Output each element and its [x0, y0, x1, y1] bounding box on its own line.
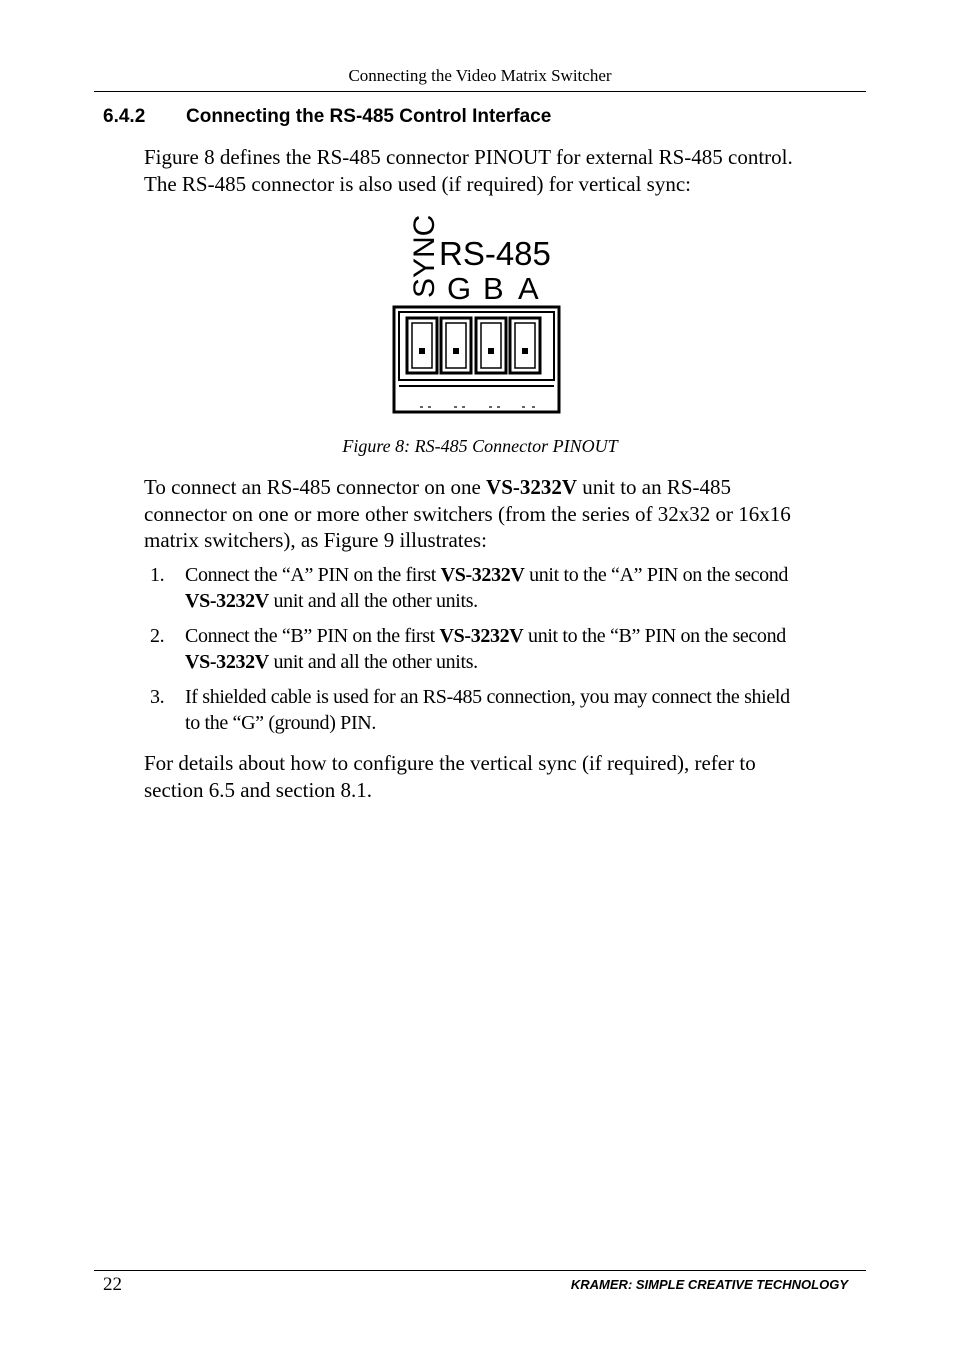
pin-label-g: G [447, 271, 472, 306]
model-name: VS-3232V [185, 590, 269, 612]
intro-line-1: Figure 8 defines the RS-485 connector PINOUT for external RS-485 control. [144, 145, 793, 169]
model-name: VS-3232V [486, 475, 578, 499]
model-name: VS-3232V [440, 564, 525, 586]
sync-label: SYNC [408, 214, 441, 298]
step-text: to the “G” (ground) PIN. [185, 712, 376, 734]
step-text: unit and all the other units. [268, 651, 478, 673]
page-number: 22 [103, 1274, 122, 1295]
terminal-b [476, 318, 506, 373]
section-number: 6.4.2 [103, 106, 146, 127]
model-name: VS-3232V [439, 625, 524, 647]
rs485-label: RS-485 [439, 235, 551, 272]
details-paragraph [144, 750, 864, 803]
step-marker: 1. [150, 564, 165, 586]
details-line-1: For details about how to configure the vertical sync (if required), refer to [144, 751, 756, 775]
step-1 [144, 562, 856, 614]
step-text: If shielded cable is used for an RS-485 connection, you may connect the shield [185, 686, 790, 708]
rs485-connector-drawing [392, 214, 562, 416]
step-text: unit and all the other units. [268, 590, 478, 612]
running-header: Connecting the Video Matrix Switcher [348, 66, 612, 85]
intro-line-2: The RS-485 connector is also used (if required) for vertical sync: [144, 171, 691, 196]
connection-steps [144, 562, 856, 745]
step-text: Connect the “B” PIN on the first [185, 625, 440, 647]
footer-rule [94, 1270, 866, 1271]
step-3 [144, 684, 856, 736]
connect-line-2: connector on one or more other switchers (from the series of 32x32 or 16x16 [144, 501, 791, 526]
terminal-g [407, 318, 437, 373]
step-marker: 3. [150, 686, 165, 708]
pin-label-b: B [483, 271, 504, 306]
header-rule [94, 91, 866, 92]
step-text: unit to the “B” PIN on the second [523, 625, 786, 647]
connect-line-3: matrix switchers), as Figure 9 illustrates: [144, 528, 487, 552]
model-name: VS-3232V [185, 651, 269, 673]
intro-paragraph [144, 144, 864, 197]
terminal-sync [441, 318, 471, 373]
step-2 [144, 623, 856, 675]
details-line-2: section 6.5 and section 8.1. [144, 777, 373, 802]
step-text: unit to the “A” PIN on the second [524, 564, 789, 586]
connect-text-post: unit to an RS-485 [577, 475, 732, 499]
section-heading [103, 106, 551, 128]
figure-caption: Figure 8: RS-485 Connector PINOUT [342, 436, 618, 456]
footer-brand: KRAMER: SIMPLE CREATIVE TECHNOLOGY [570, 1277, 848, 1292]
connect-paragraph [144, 474, 864, 554]
terminal-a [510, 318, 540, 373]
connect-text-pre: To connect an RS-485 connector on one [144, 475, 487, 499]
step-marker: 2. [150, 625, 165, 647]
step-text: Connect the “A” PIN on the first [185, 564, 441, 586]
pin-label-a: A [518, 271, 539, 306]
section-title: Connecting the RS-485 Control Interface [186, 106, 552, 127]
rs485-connector-figure [392, 214, 562, 416]
